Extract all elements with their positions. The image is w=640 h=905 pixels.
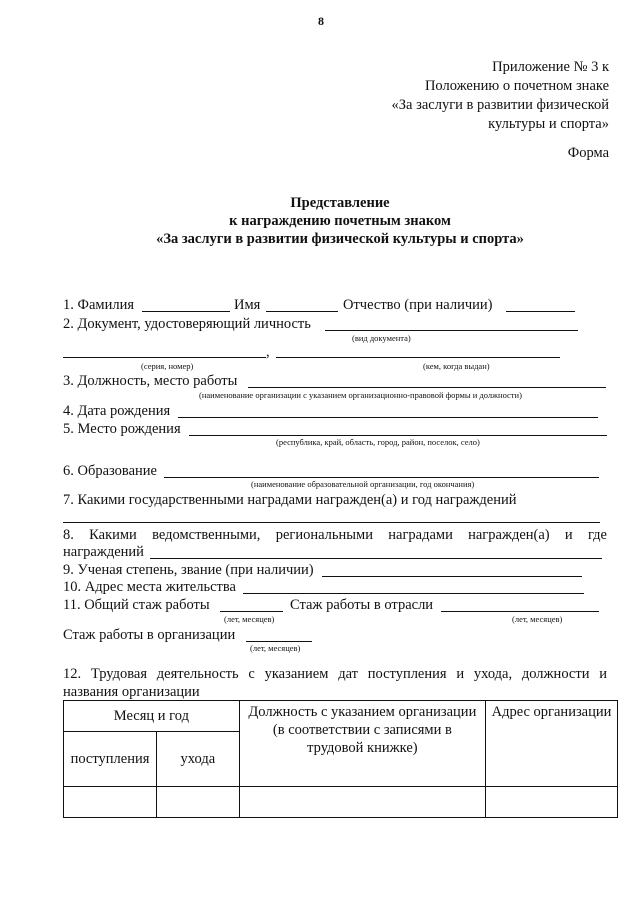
title-line-1: Представление: [290, 195, 390, 211]
address-label: 10. Адрес места жительства: [63, 579, 236, 595]
birth-place-label: 5. Место рождения: [63, 421, 181, 437]
table-header-row: [64, 701, 618, 732]
document-series-line[interactable]: [63, 357, 266, 358]
address-line[interactable]: [243, 593, 584, 594]
industry-experience-hint: (лет, месяцев): [512, 614, 563, 624]
education-line[interactable]: [164, 477, 599, 478]
position-label: 3. Должность, место работы: [63, 373, 238, 389]
departmental-awards-label-2: награждений: [63, 544, 144, 560]
total-experience-hint: (лет, месяцев): [224, 614, 275, 624]
document-label: 2. Документ, удостоверяющий личность: [63, 316, 311, 332]
exit-subheader: ухода: [156, 732, 239, 787]
appendix-line-3: «За заслуги в развитии физической: [391, 97, 609, 113]
birth-date-line[interactable]: [178, 417, 598, 418]
patronymic-line[interactable]: [506, 311, 575, 312]
industry-experience-line[interactable]: [441, 611, 599, 612]
name-label: Имя: [234, 297, 261, 313]
departmental-awards-line[interactable]: [150, 558, 602, 559]
name-line[interactable]: [266, 311, 338, 312]
birth-place-line[interactable]: [189, 435, 607, 436]
degree-label: 9. Ученая степень, звание (при наличии): [63, 562, 314, 578]
degree-line[interactable]: [322, 576, 582, 577]
departmental-awards-label: 8. Какими ведомственными, региональными наградами награжден(а) и где: [63, 527, 607, 543]
position-header: [239, 701, 485, 787]
table-cell-entry[interactable]: [64, 787, 157, 818]
document-series-hint: (серия, номер): [141, 361, 194, 371]
birth-date-label: 4. Дата рождения: [63, 403, 171, 419]
table-cell-address[interactable]: [486, 787, 618, 818]
title-line-3: «За заслуги в развитии физической культуры и спорта»: [156, 231, 524, 247]
org-experience-line[interactable]: [246, 641, 312, 642]
document-issued-line[interactable]: [276, 357, 560, 358]
total-experience-label: 11. Общий стаж работы: [63, 597, 210, 613]
work-history-label-2: названия организации: [63, 684, 200, 700]
work-history-label: 12. Трудовая деятельность с указанием дат поступления и ухода, должности и: [63, 666, 607, 682]
total-experience-line[interactable]: [220, 611, 283, 612]
appendix-line-1: Приложение № 3 к: [492, 59, 609, 75]
position-header-line-1: Должность с указанием организации: [248, 704, 477, 720]
page-number: 8: [318, 14, 324, 28]
position-header-line-3: трудовой книжке): [307, 740, 418, 756]
appendix-line-2: Положению о почетном знаке: [424, 78, 609, 94]
position-line[interactable]: [248, 387, 606, 388]
patronymic-label: Отчество (при наличии): [343, 297, 493, 313]
month-year-header: Месяц и год: [64, 701, 240, 732]
address-header: Адрес организации: [486, 701, 618, 787]
form-label: Форма: [567, 145, 609, 161]
org-experience-label: Стаж работы в организации: [63, 627, 236, 643]
state-awards-label: 7. Какими государственными наградами награжден(а) и год награждений: [63, 492, 517, 508]
entry-subheader: поступления: [64, 732, 157, 787]
document-issued-hint: (кем, когда выдан): [423, 361, 490, 371]
education-label: 6. Образование: [63, 463, 157, 479]
title-line-2: к награждению почетным знаком: [229, 213, 451, 229]
position-hint: (наименование организации с указанием организационно-правовой формы и должности): [199, 390, 522, 400]
document-type-line[interactable]: [325, 330, 578, 331]
work-history-table: [63, 700, 618, 818]
surname-line[interactable]: [142, 311, 230, 312]
document-comma: ,: [266, 344, 270, 360]
education-hint: (наименование образовательной организации, год окончания): [251, 479, 475, 489]
table-cell-exit[interactable]: [156, 787, 239, 818]
document-type-hint: (вид документа): [352, 333, 411, 343]
surname-label: 1. Фамилия: [63, 297, 134, 313]
table-row: [64, 787, 618, 818]
birth-place-hint: (республика, край, область, город, район, поселок, село): [276, 437, 480, 447]
table-cell-position[interactable]: [239, 787, 485, 818]
position-header-line-2: (в соответствии с записями в: [272, 722, 452, 738]
industry-experience-label: Стаж работы в отрасли: [290, 597, 434, 613]
org-experience-hint: (лет, месяцев): [250, 643, 301, 653]
state-awards-line[interactable]: [63, 522, 600, 523]
appendix-line-4: культуры и спорта»: [488, 116, 609, 132]
